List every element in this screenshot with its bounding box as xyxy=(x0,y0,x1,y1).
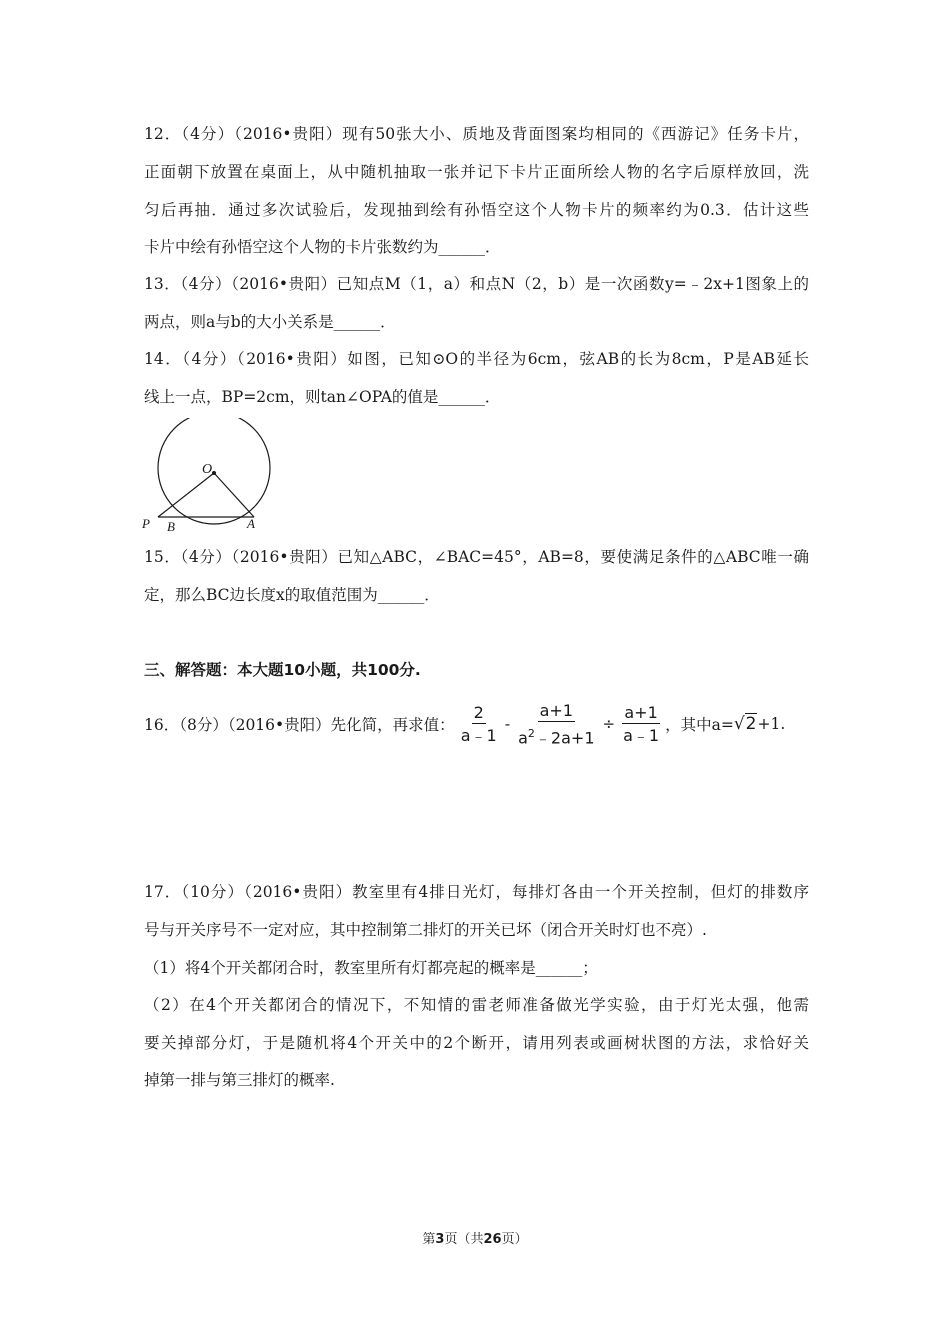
section-heading: 三、解答题：本大题10小题，共100分. xyxy=(144,661,421,679)
sqrt-radicand: 2 xyxy=(745,714,757,734)
q16-prefix: 16．（8分）（2016•贵阳）先化简，再求值： xyxy=(144,716,455,734)
fraction-1 xyxy=(459,703,499,745)
fraction-2-numerator: a+1 xyxy=(539,700,573,720)
q16-tail: +1. xyxy=(757,715,786,733)
q17-line-2: 号与开关序号不一定对应，其中控制第二排灯的开关已坏（闭合开关时灯也不亮）. xyxy=(144,921,707,939)
q17-line-1: 17．（10分）（2016•贵阳）教室里有4排日光灯，每排灯各由一个开关控制，但灯的排数序 xyxy=(144,883,809,901)
fraction-3 xyxy=(621,703,661,745)
q14-line-1: 14．（4分）（2016•贵阳）如图，已知⊙O的半径为6cm，弦AB的长为8cm，P是AB延长 xyxy=(144,350,809,368)
fraction-2-den-base: a xyxy=(518,728,528,748)
label-a: A xyxy=(247,516,255,531)
center-dot xyxy=(212,471,216,475)
q17-line-6: 掉第一排与第三排灯的概率. xyxy=(144,1071,335,1089)
footer-total-pages: 26 xyxy=(483,1232,502,1247)
q12-line-1: 12．（4分）（2016•贵阳）现有50张大小、质地及背面图案均相同的《西游记》任务卡片， xyxy=(144,125,809,143)
footer-mid: 页（共 xyxy=(444,1232,484,1247)
page-footer xyxy=(0,1228,950,1247)
q17-line-5: 要关掉部分灯，于是随机将4个开关中的2个断开，请用列表或画树状图的方法，求恰好关 xyxy=(144,1034,809,1052)
q12-line-2: 正面朝下放置在桌面上，从中随机抽取一张并记下卡片正面所绘人物的名字后原样放回，洗 xyxy=(144,163,809,181)
minus-sign: - xyxy=(504,715,511,733)
fraction-2-den-rest: ﹣2a+1 xyxy=(534,728,595,748)
divide-sign: ÷ xyxy=(602,715,616,733)
q12-line-4: 卡片中绘有孙悟空这个人物的卡片张数约为______． xyxy=(144,238,501,256)
q16-suffix: ，其中a= xyxy=(665,716,734,734)
q12-line-3: 匀后再抽．通过多次试验后，发现抽到绘有孙悟空这个人物卡片的频率约为0.3．估计这些 xyxy=(144,201,809,219)
label-b: B xyxy=(167,519,175,534)
q14-line-2: 线上一点，BP=2cm，则tan∠OPA的值是______． xyxy=(144,388,501,406)
fraction-2-den-exponent: 2 xyxy=(527,726,535,740)
fraction-1-numerator: 2 xyxy=(473,703,484,722)
q15-line-2: 定，那么BC边长度x的取值范围为______． xyxy=(144,586,440,604)
circle-geometry-figure xyxy=(140,418,275,538)
line-op xyxy=(158,473,214,517)
footer-pre: 第 xyxy=(422,1232,436,1247)
fraction-2-denominator xyxy=(516,722,596,747)
q13-line-2: 两点，则a与b的大小关系是______． xyxy=(144,313,396,331)
footer-page-number: 3 xyxy=(435,1232,445,1247)
label-p: P xyxy=(142,516,150,531)
line-oa xyxy=(214,473,254,517)
fraction-1-denominator: a﹣1 xyxy=(460,726,497,745)
label-o: O xyxy=(202,462,213,477)
fraction-3-denominator: a﹣1 xyxy=(623,726,660,745)
q17-line-3: （1）将4个开关都闭合时，教室里所有灯都亮起的概率是______； xyxy=(144,959,598,977)
sqrt-expression xyxy=(734,714,758,734)
q16-line xyxy=(144,702,809,746)
q13-line-1: 13．（4分）（2016•贵阳）已知点M（1，a）和点N（2，b）是一次函数y=﹣2x+1图象上的 xyxy=(144,275,809,293)
footer-post: 页） xyxy=(501,1232,528,1247)
fraction-2 xyxy=(516,701,596,747)
sqrt-icon: √ xyxy=(733,714,745,734)
q17-line-4: （2）在4个开关都闭合的情况下，不知情的雷老师准备做光学实验，由于灯光太强，他需 xyxy=(144,996,809,1014)
q15-line-1: 15．（4分）（2016•贵阳）已知△ABC，∠BAC=45°，AB=8，要使满足条件的△ABC唯一确 xyxy=(144,548,809,566)
fraction-3-numerator: a+1 xyxy=(624,703,658,722)
